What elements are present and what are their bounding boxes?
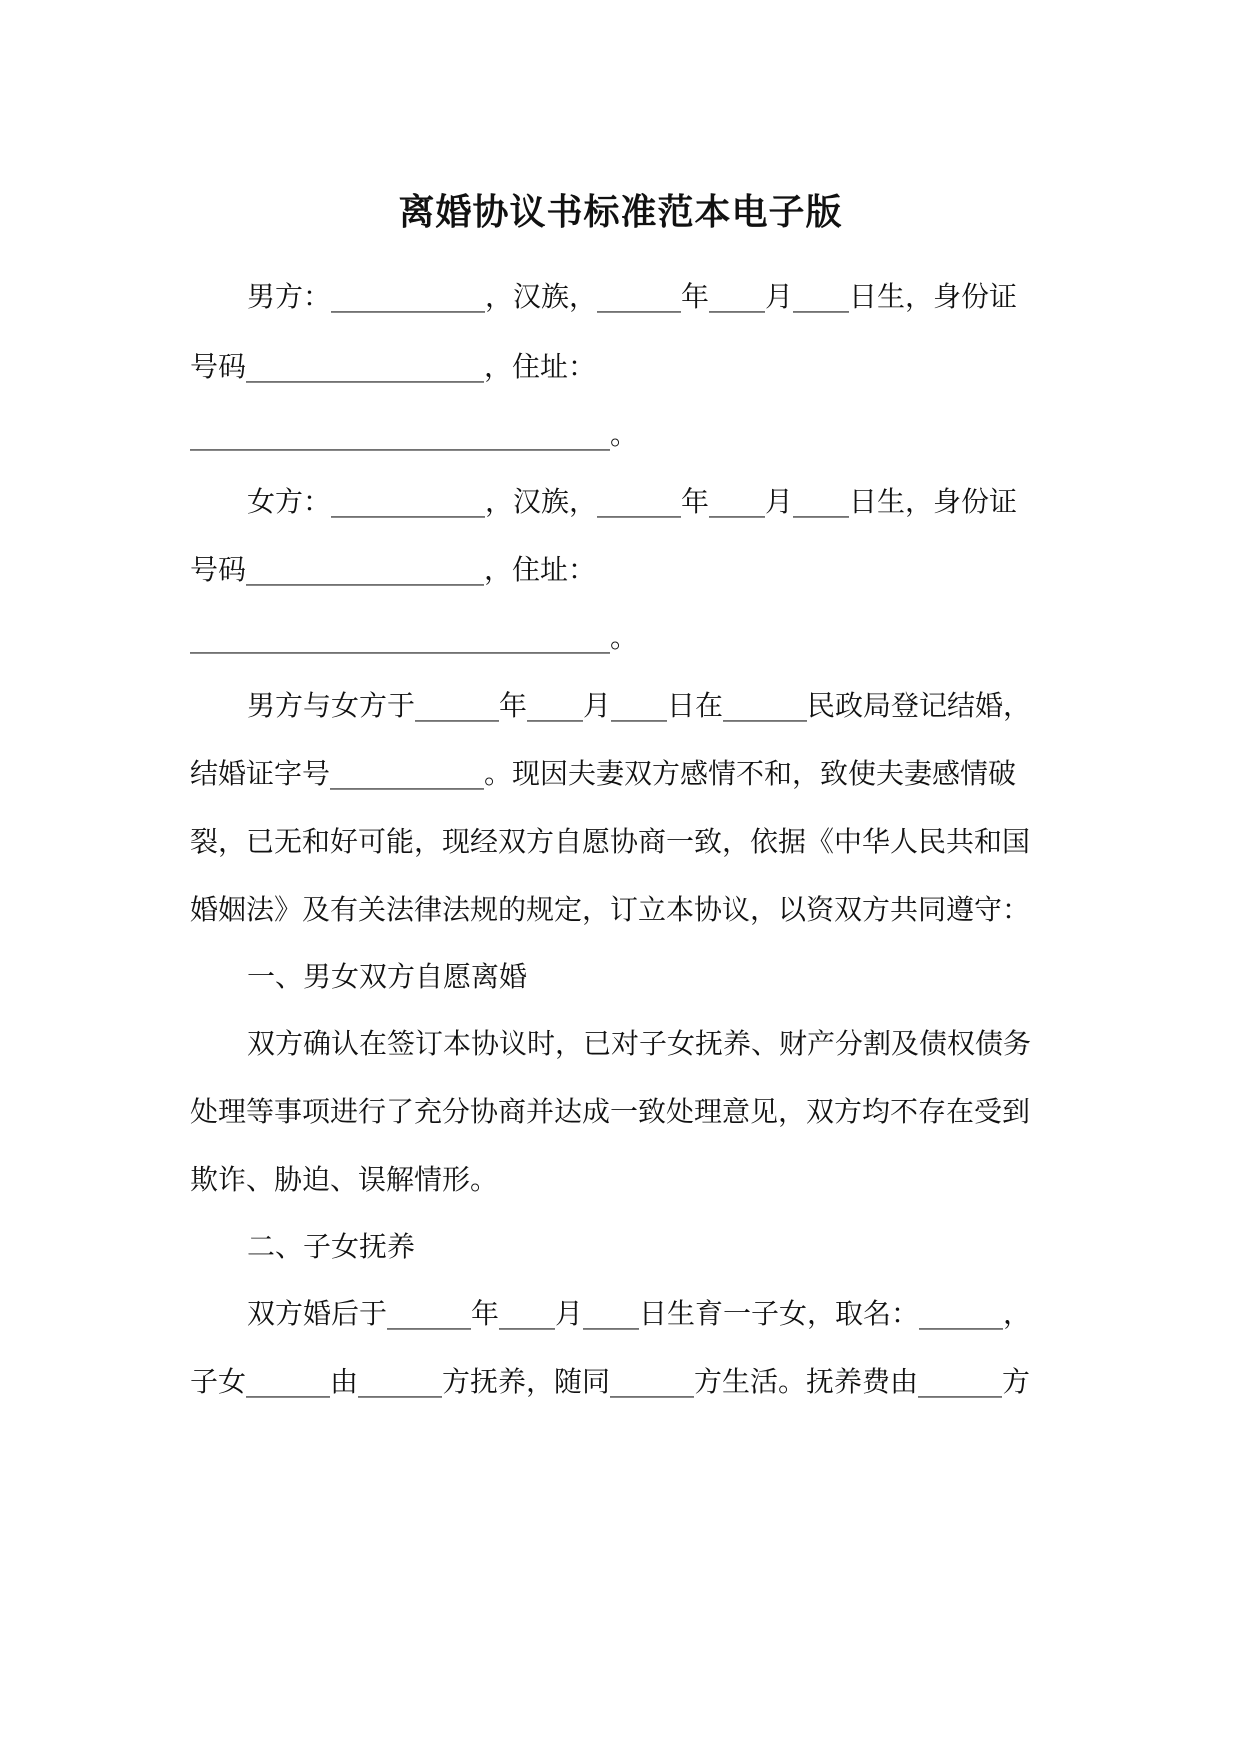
female-party-line-3: ______________________________。 bbox=[190, 621, 639, 654]
section-heading-2: 二、子女抚养 bbox=[247, 1230, 416, 1263]
male-party-line-3: ______________________________。 bbox=[190, 418, 639, 451]
marriage-paragraph-line-2: 结婚证字号___________。现因夫妻双方感情不和，致使夫妻感情破 bbox=[190, 757, 1017, 790]
section-2-line-1: 双方婚后于______年____月____日生育一子女，取名：______， bbox=[247, 1297, 1032, 1330]
male-party-line-2: 号码_________________，住址： bbox=[190, 350, 597, 383]
section-1-line-2: 处理等事项进行了充分协商并达成一致处理意见，双方均不存在受到 bbox=[190, 1095, 1031, 1128]
document-title: 离婚协议书标准范本电子版 bbox=[398, 191, 843, 233]
marriage-paragraph-line-1: 男方与女方于______年____月____日在______民政局登记结婚， bbox=[247, 689, 1032, 722]
section-1-line-1: 双方确认在签订本协议时，已对子女抚养、财产分割及债权债务 bbox=[247, 1027, 1032, 1060]
male-party-line-1: 男方：___________，汉族，______年____月____日生，身份证 bbox=[247, 280, 1018, 313]
marriage-paragraph-line-3: 裂，已无和好可能，现经双方自愿协商一致，依据《中华人民共和国 bbox=[190, 825, 1031, 858]
female-party-line-1: 女方：___________，汉族，______年____月____日生，身份证 bbox=[247, 485, 1018, 518]
section-2-line-2: 子女______由______方抚养，随同______方生活。抚养费由______方 bbox=[190, 1365, 1031, 1398]
female-party-line-2: 号码_________________，住址： bbox=[190, 553, 597, 586]
marriage-paragraph-line-4: 婚姻法》及有关法律法规的规定，订立本协议，以资双方共同遵守： bbox=[190, 893, 1031, 926]
section-1-line-3: 欺诈、胁迫、误解情形。 bbox=[190, 1163, 499, 1196]
section-heading-1: 一、男女双方自愿离婚 bbox=[247, 960, 528, 993]
